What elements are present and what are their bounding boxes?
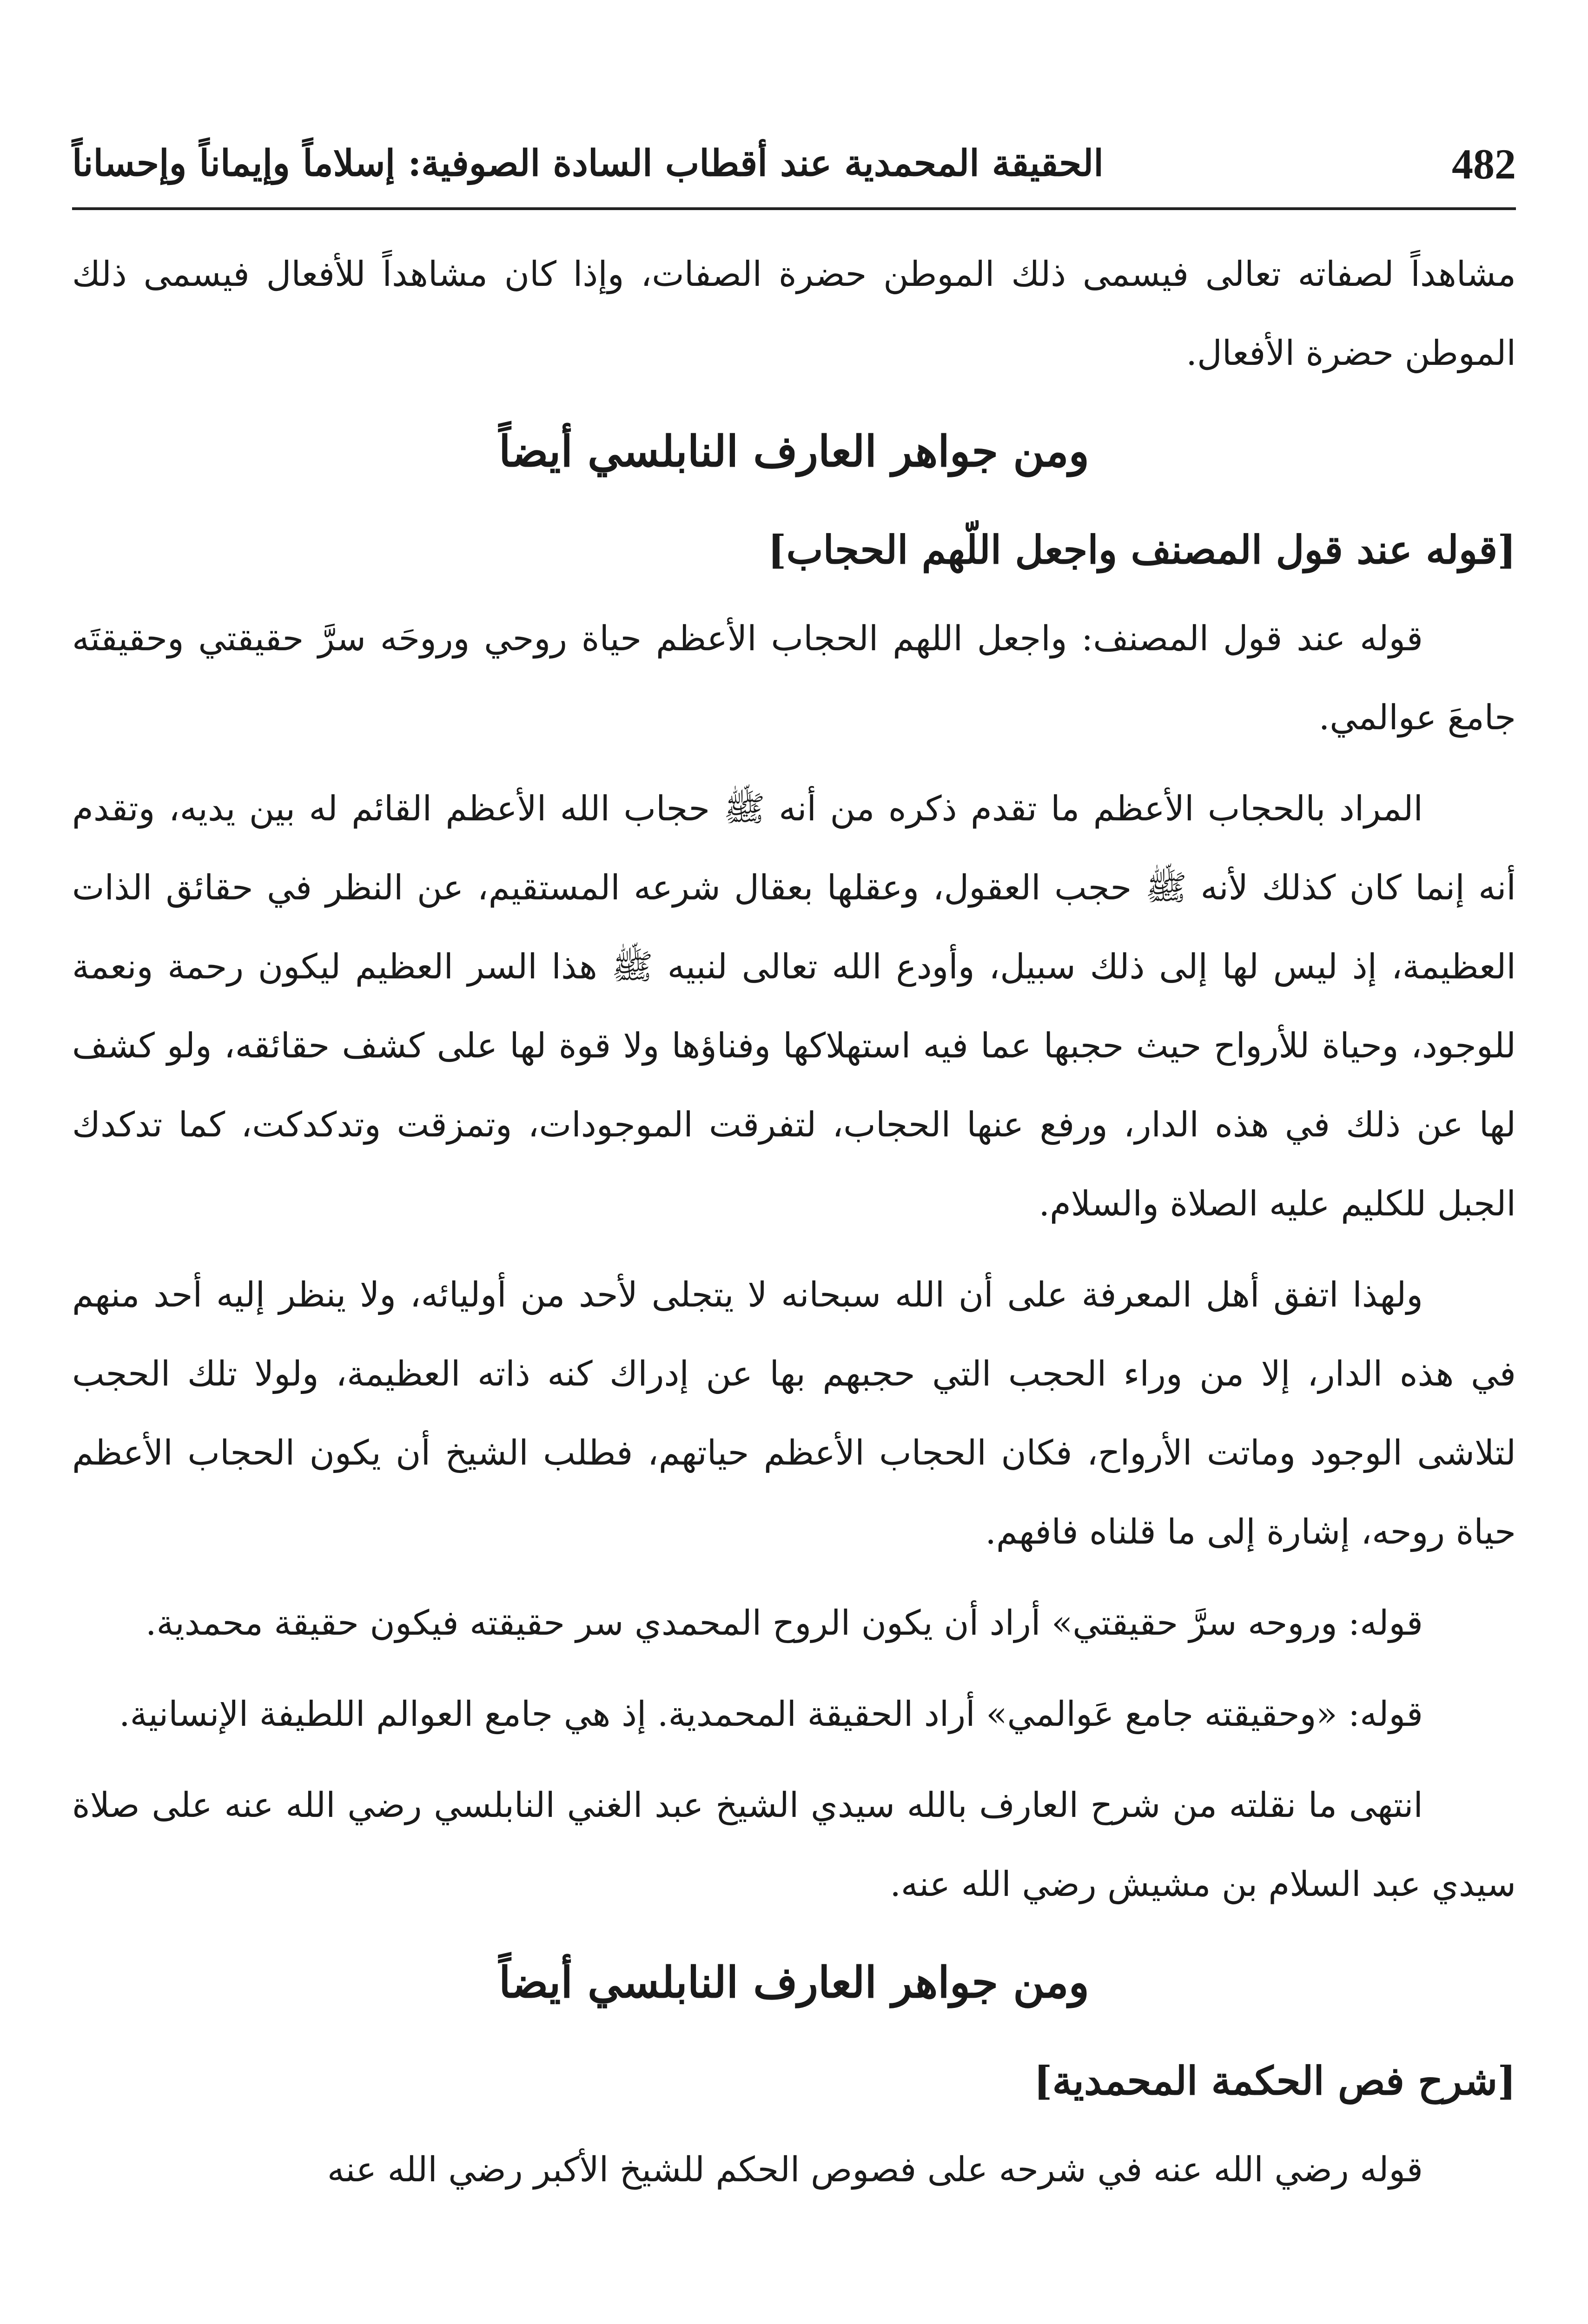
- paragraph-2: المراد بالحجاب الأعظم ما تقدم ذكره من أنه ﷺ حجاب الله الأعظم القائم له بين يديه، وتقدم أنه إنما كان كذلك لأنه ﷺ حجب العقول، وعقلها بعقال شرعه المستقيم، عن النظر في حقائق الذات العظيمة، إذ ليس لها إلى ذلك سبيل، وأودع الله تعالى لنبيه ﷺ هذا السر العظيم ليكون رحمة ونعمة للوجود، وحياة للأرواح حيث حجبها عما فيه استهلاكها وفناؤها ولا قوة لها على كشف حقائقه، ولو كشف لها عن ذلك في هذه الدار، ورفع عنها الحجاب، لتفرقت الموجودات، وتمزقت وتدكدكت، كما تدكدك الجبل للكليم عليه الصلاة والسلام.: [72, 789, 1516, 1224]
- running-title: الحقيقة المحمدية عند أقطاب السادة الصوفية: إسلاماً وإيماناً وإحساناً: [72, 142, 1104, 185]
- paragraph-4: قوله: وروحه سرَّ حقيقتي» أراد أن يكون الروح المحمدي سر حقيقته فيكون حقيقة محمدية.: [146, 1603, 1423, 1643]
- section-subheading-2: [شرح فص الحكمة المحمدية]: [1033, 2058, 1516, 2104]
- paragraph-7: قوله رضي الله عنه في شرحه على فصوص الحكم للشيخ الأكبر رضي الله عنه: [327, 2150, 1423, 2190]
- paragraph-5: قوله: «وحقيقته جامع عَوالمي» أراد الحقيقة المحمدية. إذ هي جامع العوالم اللطيفة الإنسانية.: [119, 1694, 1423, 1734]
- header-rule: [72, 207, 1516, 210]
- page-body: [72, 235, 1516, 2221]
- section-subheading-1: [قوله عند قول المصنف واجعل اللّهم الحجاب]: [768, 527, 1516, 573]
- paragraph-3: ولهذا اتفق أهل المعرفة على أن الله سبحانه لا يتجلى لأحد من أوليائه، ولا ينظر إليه أحد منهم في هذه الدار، إلا من وراء الحجب التي حجبهم بها عن إدراك كنه ذاته العظيمة، ولولا تلك الحجب لتلاشى الوجود وماتت الأرواح، فكان الحجاب الأعظم حياتهم، فطلب الشيخ أن يكون الحجاب الأعظم حياة روحه، إشارة إلى ما قلناه فافهم.: [72, 1275, 1516, 1552]
- page-number: 482: [1452, 140, 1516, 188]
- section-heading-1: ومن جواهر العارف النابلسي أيضاً: [498, 426, 1090, 476]
- section-heading-2: ومن جواهر العارف النابلسي أيضاً: [498, 1957, 1090, 2007]
- page-header: [72, 116, 1516, 209]
- paragraph-6: انتهى ما نقلته من شرح العارف بالله سيدي الشيخ عبد الغني النابلسي رضي الله عنه على صلاة سيدي عبد السلام بن مشيش رضي الله عنه.: [72, 1785, 1516, 1904]
- paragraph-intro: مشاهداً لصفاته تعالى فيسمى ذلك الموطن حضرة الصفات، وإذا كان مشاهداً للأفعال فيسمى ذلك الموطن حضرة الأفعال.: [72, 254, 1516, 373]
- paragraph-1: قوله عند قول المصنف: واجعل اللهم الحجاب الأعظم حياة روحي وروحَه سرَّ حقيقتي وحقيقتَه جامعَ عوالمي.: [72, 619, 1516, 738]
